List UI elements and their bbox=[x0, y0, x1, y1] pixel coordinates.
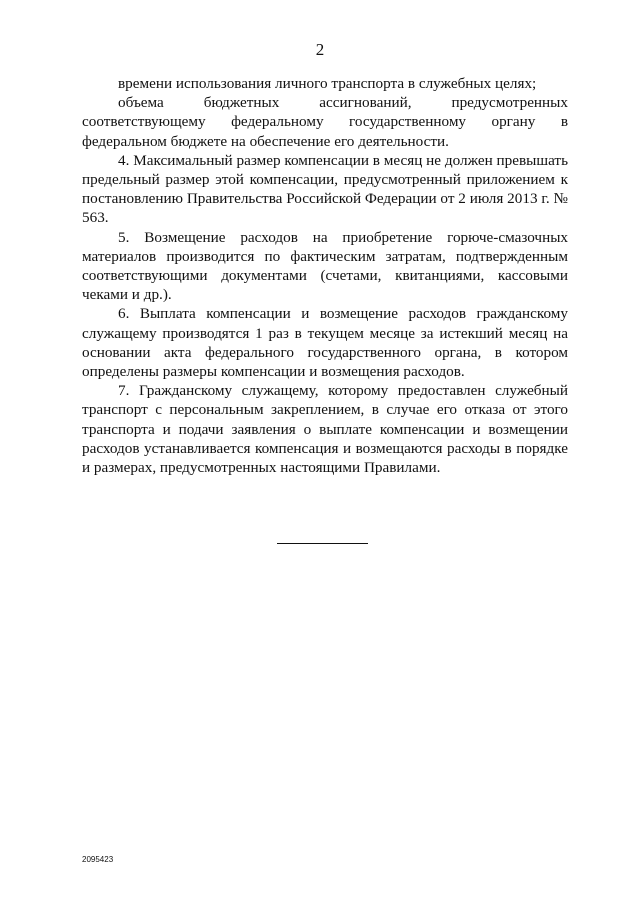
paragraph-item-5: 5. Возмещение расходов на приобретение горюче-смазочных материалов производится по фактическим затратам, подтвержденным соответствующими документами (счетами, квитанциями, кассовыми чеками и др.). bbox=[82, 228, 568, 304]
paragraph-item-4: 4. Максимальный размер компенсации в месяц не должен превышать предельный размер этой компенсации, предусмотренный приложением к постановлению Правительства Российской Федерации от 2 июля 2013 г. № 563. bbox=[82, 151, 568, 227]
end-separator-line bbox=[277, 543, 368, 544]
paragraph-continuation: времени использования личного транспорта в служебных целях; bbox=[118, 75, 537, 92]
document-body bbox=[82, 74, 568, 477]
paragraph-item-7: 7. Гражданскому служащему, которому предоставлен служебный транспорт с персональным закреплением, в случае его отказа от этого транспорта и подачи заявления о выплате компенсации и возмещении расходов устанавливается компенсация и возмещаются расходы в порядке и размерах, предусмотренных настоящими Правилами. bbox=[82, 382, 568, 477]
paragraph-budget: объема бюджетных ассигнований, предусмотренных соответствующему федеральному государственному органу в федеральном бюджете на обеспечение его деятельности. bbox=[82, 94, 568, 150]
paragraph-item-6: 6. Выплата компенсации и возмещение расходов гражданскому служащему производятся 1 раз в текущем месяце за истекший месяц на основании акта федерального государственного органа, в котором определены размеры компенсации и возмещения расходов. bbox=[82, 305, 568, 381]
document-code: 2095423 bbox=[82, 855, 114, 864]
page-number: 2 bbox=[315, 40, 325, 59]
